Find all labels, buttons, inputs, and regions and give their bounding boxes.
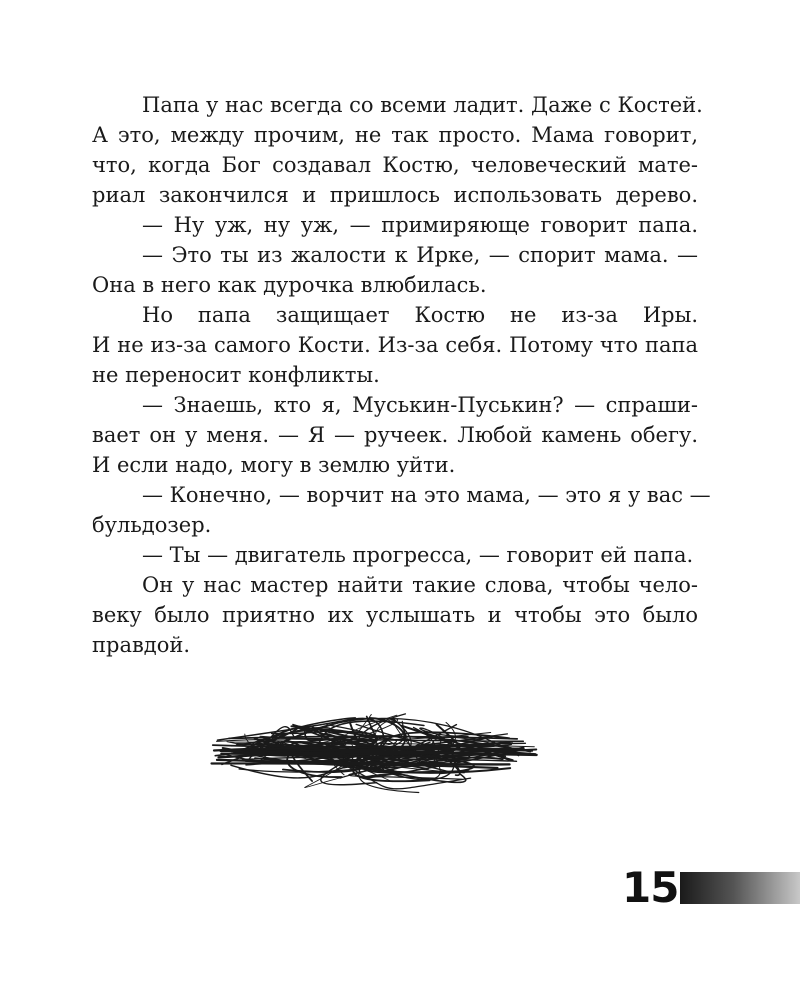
page-number: 15 xyxy=(622,863,679,912)
text-line: Папа у нас всегда со всеми ладит. Даже с Костей. xyxy=(142,93,703,117)
text-line: — Это ты из жалости к Ирке, — спорит мама. — xyxy=(142,243,698,267)
text-line: — Ну уж, ну уж, — примиряюще говорит папа. xyxy=(142,213,698,237)
text-line: И не из-за самого Кости. Из-за себя. Потому что папа xyxy=(92,333,698,357)
text-line: бульдозер. xyxy=(92,513,212,537)
text-line: А это, между прочим, не так просто. Мама говорит, xyxy=(92,123,698,147)
text-line: Он у нас мастер найти такие слова, чтобы чело- xyxy=(142,573,698,597)
text-line: вает он у меня. — Я — ручеек. Любой камень обегу. xyxy=(92,423,698,447)
text-line: правдой. xyxy=(92,633,191,657)
text-line: — Конечно, — ворчит на это мама, — это я у вас — xyxy=(142,483,711,507)
text-line: не переносит конфликты. xyxy=(92,363,380,387)
text-line: что, когда Бог создавал Костю, человеческий мате- xyxy=(92,153,698,177)
text-line: — Ты — двигатель прогресса, — говорит ей папа. xyxy=(142,543,694,567)
text-line: Она в него как дурочка влюбилась. xyxy=(92,273,487,297)
scribble-icon xyxy=(205,695,545,815)
text-line: риал закончился и пришлось использовать дерево. xyxy=(92,183,698,207)
text-line: Но папа защищает Костю не из-за Иры. xyxy=(142,303,698,327)
text-line: веку было приятно их услышать и чтобы это было xyxy=(92,603,698,627)
text-line: И если надо, могу в землю уйти. xyxy=(92,453,456,477)
body-text xyxy=(92,90,711,660)
page-number-bar xyxy=(680,872,800,904)
text-line: — Знаешь, кто я, Муськин-Пуськин? — спраши- xyxy=(142,393,698,417)
